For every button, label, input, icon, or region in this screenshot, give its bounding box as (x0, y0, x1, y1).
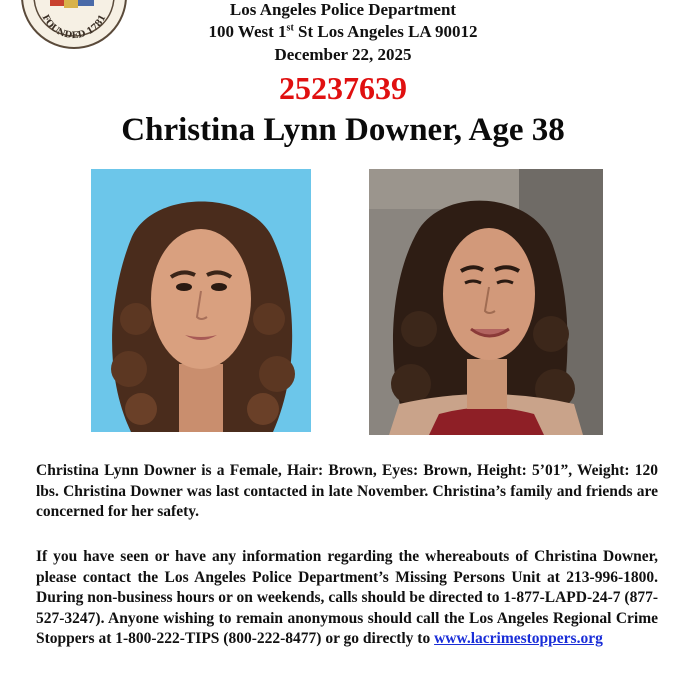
crime-stoppers-link[interactable]: www.lacrimestoppers.org (434, 630, 603, 647)
contact-instructions (36, 547, 658, 650)
department-address (0, 22, 686, 42)
address-street-city: St Los Angeles LA 90012 (293, 22, 478, 41)
contact-instructions-text: If you have seen or have any information regarding the whereabouts of Christina Downer, please contact the Los Angeles Police Department’s Missing Persons Unit at 213-996-1800. During non-business hours or on weekends, calls should be directed to 1-877-LAPD-24-7 (877-527-3247). Anyone wishing to remain anonymous should call the Los Angeles Regional Crime Stoppers at 1-800-222-TIPS (800-222-8477) or go directly to (36, 548, 658, 647)
case-number: 25237639 (279, 70, 407, 106)
missing-person-photo-1 (91, 169, 311, 432)
bulletin-date: December 22, 2025 (274, 45, 412, 64)
physical-description: Christina Lynn Downer is a Female, Hair: Brown, Eyes: Brown, Height: 5’01”, Weight: 120 lbs. Christina Downer was last contacted in late November. Christina’s family and friends are concerned for her safety. (36, 462, 658, 520)
svg-text:FOUNDED 1781: FOUNDED 1781 (39, 13, 109, 42)
missing-person-photo-2 (369, 169, 603, 435)
address-number: 100 West 1 (208, 22, 287, 41)
subject-name-age: Christina Lynn Downer, Age 38 (121, 112, 565, 148)
address-superscript: st (286, 22, 294, 34)
department-name: Los Angeles Police Department (229, 0, 457, 19)
